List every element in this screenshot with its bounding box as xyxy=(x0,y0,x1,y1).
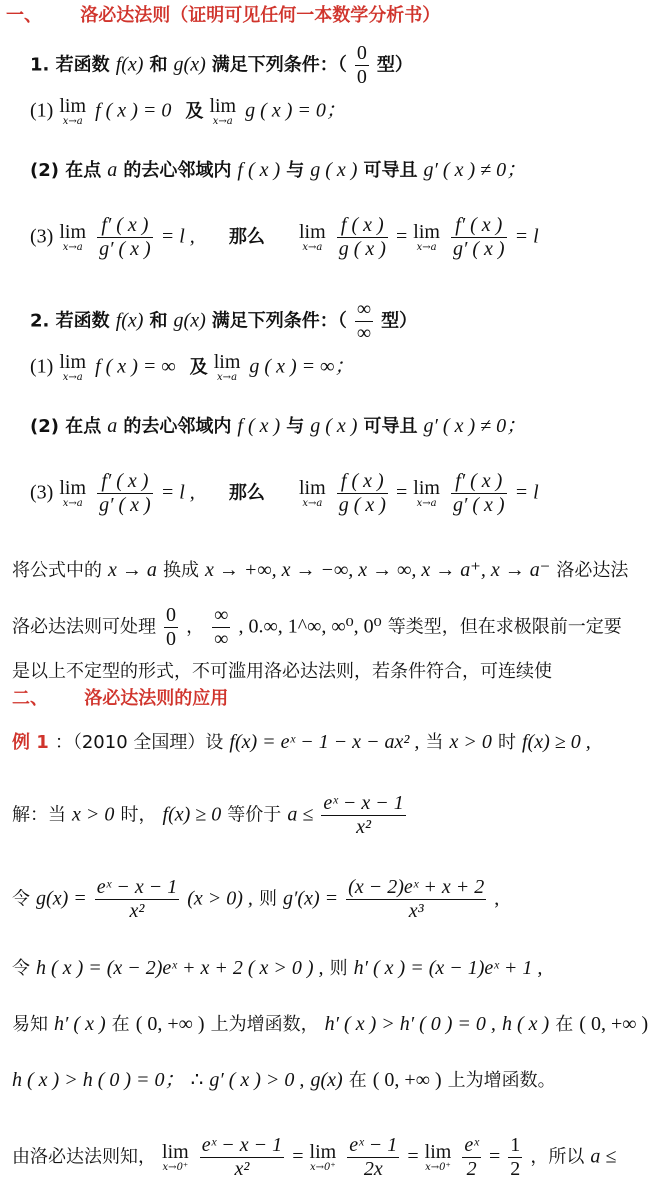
limit-operator xyxy=(310,1142,337,1173)
part2-fx: f(x) xyxy=(115,309,144,332)
numerator: f′ ( x ) xyxy=(97,214,153,238)
let-g-end: , xyxy=(494,887,500,910)
fraction xyxy=(321,792,405,839)
numerator: eˣ − x − 1 xyxy=(201,1134,283,1156)
part1-c2-desc: 的去心邻域内 xyxy=(123,160,232,181)
p1-text-1: 将公式中的 xyxy=(12,560,102,581)
fraction xyxy=(97,214,153,261)
part2-gx: g(x) xyxy=(173,309,206,332)
denominator: g′ ( x ) xyxy=(99,494,151,516)
part2-c1-f: f ( x ) = ∞ xyxy=(95,355,176,378)
part2-c3-end: = l xyxy=(514,481,539,504)
denominator: g ( x ) xyxy=(338,238,386,260)
fraction xyxy=(95,876,179,923)
lim-subscript: x→a xyxy=(416,242,437,253)
example-1-text-1: ：（2010 全国理）设 xyxy=(54,732,224,753)
fraction xyxy=(97,470,153,517)
section-1-number: 一、 xyxy=(6,5,42,26)
limit-operator xyxy=(425,1142,452,1173)
part2-type-fraction xyxy=(355,298,373,345)
part1-c2-a: a xyxy=(107,159,118,181)
denominator: 0 xyxy=(166,628,177,650)
p1-text-2: 换成 xyxy=(162,560,199,581)
example-1-cond-2: f(x) ≥ 0 , xyxy=(522,731,591,753)
numerator: (x − 2)eˣ + x + 2 xyxy=(348,876,485,898)
part2-then: 那么 xyxy=(228,482,265,504)
numerator: f′ ( x ) xyxy=(451,470,507,494)
numerator: 0 xyxy=(166,604,177,626)
easy-interval-2: ( 0, +∞ ) xyxy=(579,1013,649,1035)
part1-c2-with: 与 xyxy=(286,160,305,181)
part1-condition-1 xyxy=(0,96,651,127)
denominator: 2x xyxy=(363,1158,383,1180)
let-g-domain: (x > 0) , xyxy=(187,887,253,910)
limit-operator xyxy=(209,96,236,127)
limit-operator xyxy=(413,478,440,509)
fraction xyxy=(451,470,507,517)
equals-sign: = xyxy=(292,1145,304,1168)
part1-type-den: 0 xyxy=(356,66,367,88)
p2-math: , 0.∞, 1^∞, ∞⁰, 0⁰ xyxy=(238,615,382,638)
example-1-label: 例 1 xyxy=(12,732,49,753)
fraction xyxy=(508,1134,522,1181)
part2-c3-label: (3) xyxy=(30,481,54,504)
part1-condition-2 xyxy=(0,158,651,182)
section-2-number: 二、 xyxy=(12,688,48,709)
fraction xyxy=(462,1134,481,1181)
lim-word: lim xyxy=(298,477,326,499)
part1-then: 那么 xyxy=(228,226,265,248)
example-1-text-3: 时 xyxy=(497,732,516,753)
fraction xyxy=(346,876,486,923)
lim-subscript: x→a xyxy=(212,116,233,127)
part2-c2-gp: g′ ( x ) ≠ 0； xyxy=(423,415,527,437)
part1-intro-line xyxy=(0,42,651,89)
let-g-derivative: g′(x) = xyxy=(283,887,339,910)
limit-operator xyxy=(214,352,241,383)
part1-intro: 1. 若函数 xyxy=(30,54,110,76)
limit-operator xyxy=(59,478,86,509)
hline-text-1: 在 xyxy=(348,1070,367,1091)
denominator: x² xyxy=(129,900,145,922)
let-g-line xyxy=(0,876,651,923)
part2-condition-1 xyxy=(0,352,651,383)
lim-word: lim xyxy=(209,95,237,117)
lim-subscript: x→0⁺ xyxy=(425,1162,451,1173)
paragraph-types xyxy=(0,604,651,651)
denominator: x² xyxy=(356,816,371,838)
fraction xyxy=(337,214,388,261)
part1-c1-g: g ( x ) = 0； xyxy=(245,99,346,122)
lim-subscript: x→a xyxy=(62,116,83,127)
part2-condition-2 xyxy=(0,414,651,438)
easy-h: h ( x ) xyxy=(501,1013,550,1035)
let-h-text-1: 令 xyxy=(12,958,30,979)
easy-inequality: h′ ( x ) > h′ ( 0 ) = 0 , xyxy=(324,1013,496,1035)
denominator: x² xyxy=(234,1158,250,1180)
part1-cond: 满足下列条件：（ xyxy=(211,54,347,76)
part1-c2-gp: g′ ( x ) ≠ 0； xyxy=(423,159,527,181)
part2-c1-g: g ( x ) = ∞； xyxy=(249,355,355,378)
p2-text-2: 等类型，但在求极限前一定要 xyxy=(387,616,622,638)
part1-and: 和 xyxy=(149,54,168,76)
g-increasing-line xyxy=(0,1068,651,1092)
final-limit-line xyxy=(0,1134,651,1181)
p1-text-3: 洛必达法 xyxy=(556,560,629,581)
solution-line xyxy=(0,792,651,839)
solution-cond-2: f(x) ≥ 0 xyxy=(162,803,222,826)
part1-type-fraction xyxy=(355,42,369,89)
part2-c2-a: a xyxy=(107,415,118,437)
numerator: 1 xyxy=(510,1134,521,1156)
part1-gx: g(x) xyxy=(173,53,206,76)
fraction xyxy=(337,470,388,517)
p2-text-1: 洛必达法则可处理 xyxy=(12,616,156,638)
let-g-text-2: 则 xyxy=(258,888,277,910)
part2-type-label: 型） xyxy=(381,310,418,332)
paragraph-replace xyxy=(0,558,651,582)
limit-operator xyxy=(413,222,440,253)
lim-subscript: x→a xyxy=(217,372,238,383)
hline-h: h ( x ) > h ( 0 ) = 0； xyxy=(12,1069,185,1091)
p3-text: 是以上不定型的形式，不可滥用洛必达法则，若条件符合，可连续使 xyxy=(12,661,552,682)
final-text-1: 由洛必达法则知， xyxy=(12,1146,156,1168)
lim-word: lim xyxy=(213,351,241,373)
solution-cond-3: a ≤ xyxy=(287,803,314,826)
part1-c1-and: 及 xyxy=(185,100,204,122)
part2-c1-label: (1) xyxy=(30,355,54,378)
final-text-3: a ≤ xyxy=(590,1145,617,1168)
lim-word: lim xyxy=(59,477,87,499)
part2-intro: 2. 若函数 xyxy=(30,310,110,332)
lim-subscript: x→a xyxy=(62,372,83,383)
fraction xyxy=(347,1134,399,1181)
part1-c2-diff: 可导且 xyxy=(363,160,418,181)
final-text-2: ，所以 xyxy=(530,1146,585,1168)
easy-text-4: 在 xyxy=(555,1014,574,1035)
lim-subscript: x→a xyxy=(62,242,83,253)
denominator: 2 xyxy=(510,1158,521,1180)
example-1-fdef: f(x) = eˣ − 1 − x − ax² , xyxy=(229,731,420,753)
part2-c2-fx: f ( x ) xyxy=(237,415,281,437)
part2-c2-with: 与 xyxy=(286,416,305,437)
solution-text-3: 等价于 xyxy=(227,804,282,826)
let-g-text-1: 令 xyxy=(12,888,30,910)
hline-gp: g′ ( x ) > 0 , xyxy=(209,1069,305,1091)
part1-c3-label: (3) xyxy=(30,225,54,248)
part1-c3-eq: = l , xyxy=(160,225,195,248)
therefore-symbol: ∴ xyxy=(190,1069,204,1091)
fraction xyxy=(451,214,507,261)
part2-c2-text: (2) 在点 xyxy=(30,416,102,437)
part2-and: 和 xyxy=(149,310,168,332)
p1-math-1: x → a xyxy=(108,559,157,581)
numerator: eˣ − 1 xyxy=(349,1134,398,1156)
paragraph-warning xyxy=(0,660,651,683)
limit-operator xyxy=(299,222,326,253)
limit-operator xyxy=(59,222,86,253)
let-g-def: g(x) = xyxy=(36,887,87,910)
part2-c3-eq: = l , xyxy=(160,481,195,504)
lim-subscript: x→a xyxy=(302,498,323,509)
denominator: g′ ( x ) xyxy=(452,494,505,516)
part1-fx: f(x) xyxy=(115,53,144,76)
lim-word: lim xyxy=(298,221,326,243)
p1-math-2: x → +∞, x → −∞, x → ∞, x → a⁺, x → a⁻ xyxy=(205,559,551,581)
fraction xyxy=(200,1134,284,1181)
denominator: 2 xyxy=(466,1158,477,1180)
part2-cond: 满足下列条件：（ xyxy=(211,310,347,332)
lim-word: lim xyxy=(309,1141,337,1163)
part2-type-den: ∞ xyxy=(356,322,372,344)
denominator: g ( x ) xyxy=(338,494,386,516)
part2-intro-line xyxy=(0,298,651,345)
hline-text-2: 上为增函数。 xyxy=(447,1070,556,1091)
part2-c2-gx: g ( x ) xyxy=(310,415,358,437)
denominator: g′ ( x ) xyxy=(99,238,151,260)
section-1-heading xyxy=(0,5,651,27)
part2-condition-3 xyxy=(0,470,651,517)
solution-cond-1: x > 0 xyxy=(72,803,115,826)
denominator: x³ xyxy=(408,900,424,922)
numerator: f′ ( x ) xyxy=(451,214,507,238)
easy-text-2: 在 xyxy=(111,1014,130,1035)
part2-c1-and: 及 xyxy=(189,356,208,378)
numerator: eˣ − x − 1 xyxy=(323,792,404,814)
lim-subscript: x→a xyxy=(302,242,323,253)
numerator: ∞ xyxy=(214,604,229,626)
limit-operator xyxy=(162,1142,189,1173)
lim-word: lim xyxy=(59,351,87,373)
part1-c3-end: = l xyxy=(514,225,539,248)
hline-g: g(x) xyxy=(310,1069,343,1091)
lim-subscript: x→a xyxy=(62,498,83,509)
lim-subscript: x→0⁺ xyxy=(310,1162,336,1173)
lim-subscript: x→a xyxy=(416,498,437,509)
fraction xyxy=(164,604,178,651)
p2-sep: ， xyxy=(186,616,205,638)
part2-type-num: ∞ xyxy=(356,298,372,320)
equals-sign: = xyxy=(395,225,408,248)
easy-hp: h′ ( x ) xyxy=(54,1013,106,1035)
part1-type-num: 0 xyxy=(356,42,367,64)
section-2-heading xyxy=(0,688,651,710)
numerator: eˣ xyxy=(464,1134,479,1156)
example-1-text-2: 当 xyxy=(425,732,444,753)
numerator: f′ ( x ) xyxy=(97,470,153,494)
example-1-line xyxy=(0,730,651,754)
solution-text-1: 解：当 xyxy=(12,804,66,826)
lim-word: lim xyxy=(59,221,87,243)
lim-word: lim xyxy=(59,95,87,117)
part2-c2-diff: 可导且 xyxy=(363,416,418,437)
part1-type-label: 型） xyxy=(376,54,413,76)
numerator: f ( x ) xyxy=(337,470,388,494)
denominator: g′ ( x ) xyxy=(452,238,505,260)
monotonic-line xyxy=(0,1012,651,1036)
numerator: f ( x ) xyxy=(337,214,388,238)
part2-c2-desc: 的去心邻域内 xyxy=(123,416,232,437)
example-1-cond: x > 0 xyxy=(449,731,492,753)
section-1-title: 洛必达法则（证明可见任何一本数学分析书） xyxy=(80,5,441,26)
lim-word: lim xyxy=(413,221,440,243)
equals-sign: = xyxy=(488,1145,501,1168)
limit-operator xyxy=(299,478,326,509)
denominator: ∞ xyxy=(214,628,229,650)
solution-text-2: 时， xyxy=(120,804,157,826)
part1-c2-fx: f ( x ) xyxy=(237,159,281,181)
let-h-derivative: h′ ( x ) = (x − 1)eˣ + 1 , xyxy=(353,957,543,979)
numerator: eˣ − x − 1 xyxy=(96,876,178,898)
hline-interval: ( 0, +∞ ) xyxy=(372,1069,442,1091)
lim-subscript: x→0⁺ xyxy=(162,1162,189,1173)
lim-word: lim xyxy=(424,1141,452,1163)
easy-text-3: 上为增函数， xyxy=(210,1014,319,1035)
limit-operator xyxy=(59,96,86,127)
lim-word: lim xyxy=(162,1141,189,1163)
part1-c1-f: f ( x ) = 0 xyxy=(95,99,172,122)
part1-c2-gx: g ( x ) xyxy=(310,159,358,181)
let-h-line xyxy=(0,956,651,980)
easy-interval: ( 0, +∞ ) xyxy=(135,1013,205,1035)
fraction xyxy=(212,604,230,651)
part1-condition-3 xyxy=(0,214,651,261)
equals-sign: = xyxy=(395,481,408,504)
section-2-title: 洛必达法则的应用 xyxy=(84,688,229,709)
let-h-text-2: 则 xyxy=(329,958,348,979)
part1-c1-label: (1) xyxy=(30,99,54,122)
equals-sign: = xyxy=(407,1145,419,1168)
let-h-def: h ( x ) = (x − 2)eˣ + x + 2 ( x > 0 ) , xyxy=(36,957,324,979)
lim-word: lim xyxy=(413,477,440,499)
part1-c2-text: (2) 在点 xyxy=(30,160,102,181)
limit-operator xyxy=(59,352,86,383)
easy-text-1: 易知 xyxy=(12,1014,48,1035)
